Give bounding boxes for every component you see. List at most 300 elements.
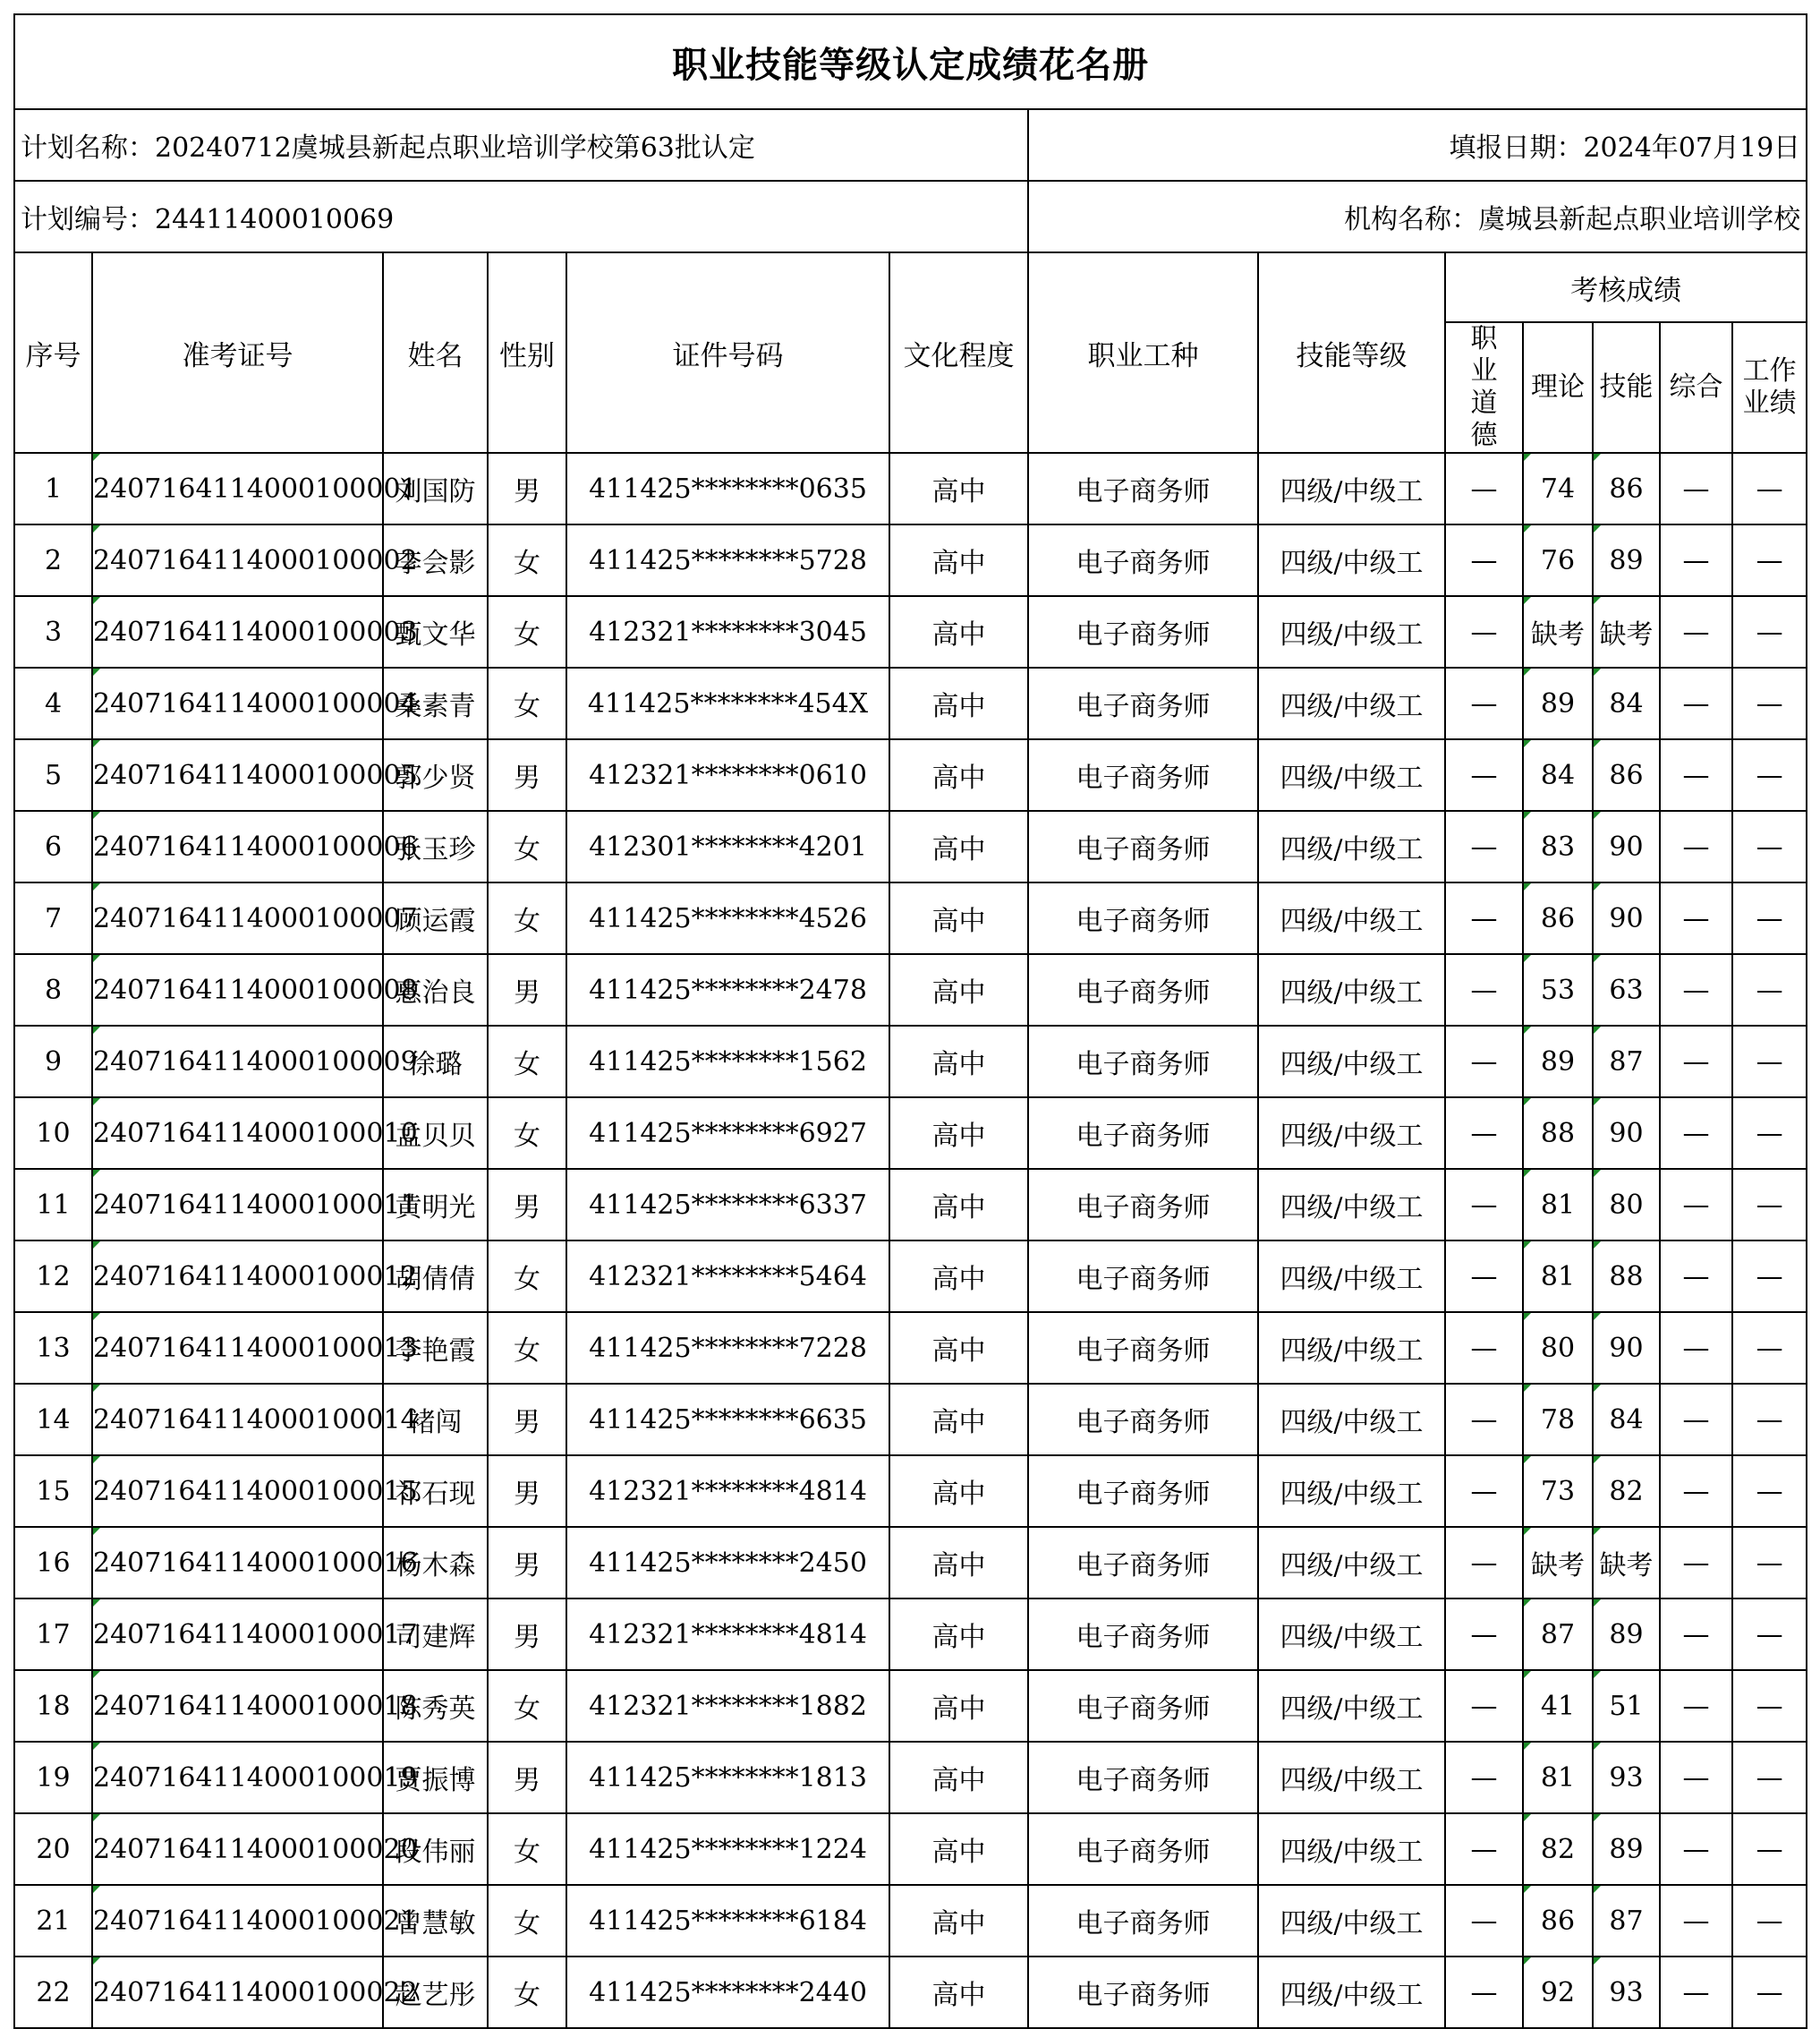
seq-cell: 15 [14, 1455, 92, 1527]
table-row [14, 1598, 1807, 1670]
table-row [14, 954, 1807, 1026]
col-header-name: 姓名 [383, 252, 488, 453]
comprehensive-cell: — [1660, 739, 1732, 811]
col-header-ticket: 准考证号 [92, 252, 383, 453]
ticket-cell: 2407164114000100014 [92, 1384, 383, 1455]
table-row [14, 739, 1807, 811]
id-number-cell: 411425********1224 [566, 1813, 889, 1885]
comprehensive-cell: — [1660, 882, 1732, 954]
occupation-cell: 电子商务师 [1028, 524, 1258, 596]
col-header-education: 文化程度 [889, 252, 1028, 453]
performance-cell: — [1732, 1957, 1807, 2028]
education-cell: 高中 [889, 1312, 1028, 1384]
col-header-gender: 性别 [488, 252, 566, 453]
level-cell: 四级/中级工 [1258, 1097, 1445, 1169]
table-row [14, 1957, 1807, 2028]
name-cell: 段伟丽 [383, 1813, 488, 1885]
seq-cell: 16 [14, 1527, 92, 1598]
ticket-cell: 2407164114000100019 [92, 1742, 383, 1813]
id-number-cell: 412321********4814 [566, 1598, 889, 1670]
theory-cell: 92 [1523, 1957, 1593, 2028]
id-number-cell: 411425********2478 [566, 954, 889, 1026]
level-cell: 四级/中级工 [1258, 1742, 1445, 1813]
roster-table [13, 13, 1807, 2029]
seq-cell: 19 [14, 1742, 92, 1813]
fill-date: 填报日期：2024年07月19日 [1028, 109, 1807, 181]
ticket-cell: 2407164114000100003 [92, 596, 383, 668]
performance-cell: — [1732, 1742, 1807, 1813]
ticket-cell: 2407164114000100015 [92, 1455, 383, 1527]
occupation-cell: 电子商务师 [1028, 1742, 1258, 1813]
ticket-cell: 2407164114000100011 [92, 1169, 383, 1240]
id-number-cell: 411425********1562 [566, 1026, 889, 1097]
gender-cell: 女 [488, 1240, 566, 1312]
skill-cell: 90 [1593, 1097, 1660, 1169]
education-cell: 高中 [889, 1813, 1028, 1885]
skill-cell: 93 [1593, 1957, 1660, 2028]
comprehensive-cell: — [1660, 524, 1732, 596]
id-number-cell: 411425********6635 [566, 1384, 889, 1455]
occupation-cell: 电子商务师 [1028, 1885, 1258, 1957]
theory-cell: 83 [1523, 811, 1593, 882]
theory-cell: 89 [1523, 1026, 1593, 1097]
col-header-performance: 工作业绩 [1732, 322, 1807, 453]
table-row [14, 1885, 1807, 1957]
gender-cell: 女 [488, 668, 566, 739]
skill-cell: 84 [1593, 1384, 1660, 1455]
performance-cell: — [1732, 1384, 1807, 1455]
occupation-cell: 电子商务师 [1028, 739, 1258, 811]
seq-cell: 18 [14, 1670, 92, 1742]
performance-cell: — [1732, 1813, 1807, 1885]
gender-cell: 男 [488, 739, 566, 811]
performance-cell: — [1732, 954, 1807, 1026]
table-row [14, 1527, 1807, 1598]
gender-cell: 女 [488, 1813, 566, 1885]
ticket-cell: 2407164114000100009 [92, 1026, 383, 1097]
education-cell: 高中 [889, 1670, 1028, 1742]
table-row [14, 453, 1807, 524]
seq-cell: 10 [14, 1097, 92, 1169]
gender-cell: 女 [488, 1670, 566, 1742]
performance-cell: — [1732, 1598, 1807, 1670]
table-row [14, 1312, 1807, 1384]
id-number-cell: 411425********4526 [566, 882, 889, 954]
level-cell: 四级/中级工 [1258, 1598, 1445, 1670]
seq-cell: 11 [14, 1169, 92, 1240]
name-cell: 桑素青 [383, 668, 488, 739]
performance-cell: — [1732, 1169, 1807, 1240]
theory-cell: 84 [1523, 739, 1593, 811]
theory-cell: 76 [1523, 524, 1593, 596]
name-cell: 黄明光 [383, 1169, 488, 1240]
level-cell: 四级/中级工 [1258, 811, 1445, 882]
occupation-cell: 电子商务师 [1028, 811, 1258, 882]
col-header-level: 技能等级 [1258, 252, 1445, 453]
level-cell: 四级/中级工 [1258, 1885, 1445, 1957]
roster-rows [14, 453, 1807, 2028]
performance-cell: — [1732, 1240, 1807, 1312]
skill-cell: 缺考 [1593, 1527, 1660, 1598]
comprehensive-cell: — [1660, 954, 1732, 1026]
ethics-cell: — [1445, 811, 1523, 882]
seq-cell: 22 [14, 1957, 92, 2028]
id-number-cell: 411425********6337 [566, 1169, 889, 1240]
ticket-cell: 2407164114000100010 [92, 1097, 383, 1169]
education-cell: 高中 [889, 1026, 1028, 1097]
name-cell: 孟贝贝 [383, 1097, 488, 1169]
occupation-cell: 电子商务师 [1028, 453, 1258, 524]
comprehensive-cell: — [1660, 453, 1732, 524]
table-row [14, 1026, 1807, 1097]
skill-cell: 82 [1593, 1455, 1660, 1527]
id-number-cell: 411425********2450 [566, 1527, 889, 1598]
gender-cell: 男 [488, 1598, 566, 1670]
col-header-seq: 序号 [14, 252, 92, 453]
theory-cell: 80 [1523, 1312, 1593, 1384]
ethics-cell: — [1445, 1169, 1523, 1240]
seq-cell: 13 [14, 1312, 92, 1384]
seq-cell: 12 [14, 1240, 92, 1312]
comprehensive-cell: — [1660, 1598, 1732, 1670]
level-cell: 四级/中级工 [1258, 1670, 1445, 1742]
seq-cell: 9 [14, 1026, 92, 1097]
comprehensive-cell: — [1660, 1097, 1732, 1169]
ethics-cell: — [1445, 1598, 1523, 1670]
col-header-comprehensive: 综合 [1660, 322, 1732, 453]
name-cell: 张玉珍 [383, 811, 488, 882]
comprehensive-cell: — [1660, 1169, 1732, 1240]
skill-cell: 89 [1593, 1813, 1660, 1885]
education-cell: 高中 [889, 1957, 1028, 2028]
performance-cell: — [1732, 1312, 1807, 1384]
ticket-cell: 2407164114000100002 [92, 524, 383, 596]
roster-sheet [13, 13, 1806, 2029]
occupation-cell: 电子商务师 [1028, 596, 1258, 668]
comprehensive-cell: — [1660, 1240, 1732, 1312]
theory-cell: 89 [1523, 668, 1593, 739]
name-cell: 李艳霞 [383, 1312, 488, 1384]
gender-cell: 男 [488, 1742, 566, 1813]
level-cell: 四级/中级工 [1258, 596, 1445, 668]
comprehensive-cell: — [1660, 1813, 1732, 1885]
col-header-occupation: 职业工种 [1028, 252, 1258, 453]
seq-cell: 7 [14, 882, 92, 954]
performance-cell: — [1732, 811, 1807, 882]
ethics-cell: — [1445, 1384, 1523, 1455]
col-header-id-number: 证件号码 [566, 252, 889, 453]
level-cell: 四级/中级工 [1258, 524, 1445, 596]
education-cell: 高中 [889, 811, 1028, 882]
occupation-cell: 电子商务师 [1028, 668, 1258, 739]
level-cell: 四级/中级工 [1258, 453, 1445, 524]
occupation-cell: 电子商务师 [1028, 1026, 1258, 1097]
id-number-cell: 411425********7228 [566, 1312, 889, 1384]
ethics-cell: — [1445, 1455, 1523, 1527]
ticket-cell: 2407164114000100004 [92, 668, 383, 739]
level-cell: 四级/中级工 [1258, 1384, 1445, 1455]
id-number-cell: 411425********2440 [566, 1957, 889, 2028]
gender-cell: 女 [488, 524, 566, 596]
comprehensive-cell: — [1660, 1384, 1732, 1455]
name-cell: 郭少贤 [383, 739, 488, 811]
theory-cell: 81 [1523, 1742, 1593, 1813]
ethics-cell: — [1445, 596, 1523, 668]
ticket-cell: 2407164114000100016 [92, 1527, 383, 1598]
col-header-skill: 技能 [1593, 322, 1660, 453]
performance-cell: — [1732, 524, 1807, 596]
performance-cell: — [1732, 1097, 1807, 1169]
skill-cell: 86 [1593, 453, 1660, 524]
gender-cell: 女 [488, 882, 566, 954]
theory-cell: 53 [1523, 954, 1593, 1026]
skill-cell: 84 [1593, 668, 1660, 739]
comprehensive-cell: — [1660, 1957, 1732, 2028]
ethics-cell: — [1445, 1885, 1523, 1957]
gender-cell: 女 [488, 1885, 566, 1957]
id-number-cell: 412321********3045 [566, 596, 889, 668]
occupation-cell: 电子商务师 [1028, 1670, 1258, 1742]
theory-cell: 81 [1523, 1169, 1593, 1240]
performance-cell: — [1732, 1527, 1807, 1598]
performance-cell: — [1732, 1026, 1807, 1097]
table-row [14, 1742, 1807, 1813]
level-cell: 四级/中级工 [1258, 954, 1445, 1026]
ticket-cell: 2407164114000100005 [92, 739, 383, 811]
ethics-cell: — [1445, 1957, 1523, 2028]
id-number-cell: 412321********1882 [566, 1670, 889, 1742]
col-header-theory: 理论 [1523, 322, 1593, 453]
name-cell: 褚闯 [383, 1384, 488, 1455]
education-cell: 高中 [889, 882, 1028, 954]
occupation-cell: 电子商务师 [1028, 1598, 1258, 1670]
skill-cell: 87 [1593, 1885, 1660, 1957]
name-cell: 杨木森 [383, 1527, 488, 1598]
skill-cell: 51 [1593, 1670, 1660, 1742]
level-cell: 四级/中级工 [1258, 1957, 1445, 2028]
gender-cell: 男 [488, 453, 566, 524]
level-cell: 四级/中级工 [1258, 1455, 1445, 1527]
occupation-cell: 电子商务师 [1028, 1384, 1258, 1455]
theory-cell: 86 [1523, 882, 1593, 954]
education-cell: 高中 [889, 596, 1028, 668]
level-cell: 四级/中级工 [1258, 1312, 1445, 1384]
theory-cell: 缺考 [1523, 1527, 1593, 1598]
table-row [14, 1384, 1807, 1455]
occupation-cell: 电子商务师 [1028, 882, 1258, 954]
id-number-cell: 411425********6184 [566, 1885, 889, 1957]
ticket-cell: 2407164114000100012 [92, 1240, 383, 1312]
ethics-cell: — [1445, 1240, 1523, 1312]
name-cell: 胡倩倩 [383, 1240, 488, 1312]
name-cell: 陈秀英 [383, 1670, 488, 1742]
table-row [14, 882, 1807, 954]
gender-cell: 男 [488, 1527, 566, 1598]
education-cell: 高中 [889, 1455, 1028, 1527]
table-row [14, 1670, 1807, 1742]
gender-cell: 男 [488, 1384, 566, 1455]
comprehensive-cell: — [1660, 1670, 1732, 1742]
education-cell: 高中 [889, 1169, 1028, 1240]
skill-cell: 93 [1593, 1742, 1660, 1813]
seq-cell: 3 [14, 596, 92, 668]
performance-cell: — [1732, 453, 1807, 524]
ethics-cell: — [1445, 453, 1523, 524]
gender-cell: 女 [488, 811, 566, 882]
level-cell: 四级/中级工 [1258, 1026, 1445, 1097]
skill-cell: 90 [1593, 811, 1660, 882]
level-cell: 四级/中级工 [1258, 1813, 1445, 1885]
education-cell: 高中 [889, 1742, 1028, 1813]
ethics-cell: — [1445, 668, 1523, 739]
theory-cell: 86 [1523, 1885, 1593, 1957]
seq-cell: 21 [14, 1885, 92, 1957]
skill-cell: 89 [1593, 524, 1660, 596]
name-cell: 祁石现 [383, 1455, 488, 1527]
performance-cell: — [1732, 1885, 1807, 1957]
ethics-cell: — [1445, 1026, 1523, 1097]
skill-cell: 87 [1593, 1026, 1660, 1097]
occupation-cell: 电子商务师 [1028, 1097, 1258, 1169]
col-header-ethics: 职业道德 [1445, 322, 1523, 453]
gender-cell: 女 [488, 1957, 566, 2028]
ethics-cell: — [1445, 739, 1523, 811]
name-cell: 惠治良 [383, 954, 488, 1026]
level-cell: 四级/中级工 [1258, 1169, 1445, 1240]
skill-cell: 缺考 [1593, 596, 1660, 668]
theory-cell: 87 [1523, 1598, 1593, 1670]
seq-cell: 20 [14, 1813, 92, 1885]
occupation-cell: 电子商务师 [1028, 1813, 1258, 1885]
plan-name: 计划名称：20240712虞城县新起点职业培训学校第63批认定 [14, 109, 1028, 181]
ticket-cell: 2407164114000100021 [92, 1885, 383, 1957]
gender-cell: 男 [488, 954, 566, 1026]
occupation-cell: 电子商务师 [1028, 1957, 1258, 2028]
occupation-cell: 电子商务师 [1028, 1527, 1258, 1598]
ticket-cell: 2407164114000100006 [92, 811, 383, 882]
performance-cell: — [1732, 739, 1807, 811]
comprehensive-cell: — [1660, 1742, 1732, 1813]
name-cell: 曾慧敏 [383, 1885, 488, 1957]
ethics-cell: — [1445, 1670, 1523, 1742]
id-number-cell: 411425********5728 [566, 524, 889, 596]
ethics-cell: — [1445, 954, 1523, 1026]
theory-cell: 41 [1523, 1670, 1593, 1742]
name-cell: 司建辉 [383, 1598, 488, 1670]
gender-cell: 女 [488, 1097, 566, 1169]
occupation-cell: 电子商务师 [1028, 1169, 1258, 1240]
id-number-cell: 411425********0635 [566, 453, 889, 524]
comprehensive-cell: — [1660, 668, 1732, 739]
performance-cell: — [1732, 596, 1807, 668]
name-cell: 刘国防 [383, 453, 488, 524]
performance-cell: — [1732, 1670, 1807, 1742]
table-row [14, 1240, 1807, 1312]
id-number-cell: 412321********5464 [566, 1240, 889, 1312]
ethics-cell: — [1445, 1742, 1523, 1813]
skill-cell: 90 [1593, 882, 1660, 954]
performance-cell: — [1732, 1455, 1807, 1527]
id-number-cell: 411425********454X [566, 668, 889, 739]
table-row [14, 1813, 1807, 1885]
occupation-cell: 电子商务师 [1028, 954, 1258, 1026]
seq-cell: 2 [14, 524, 92, 596]
seq-cell: 4 [14, 668, 92, 739]
name-cell: 徐璐 [383, 1026, 488, 1097]
ticket-cell: 2407164114000100008 [92, 954, 383, 1026]
comprehensive-cell: — [1660, 811, 1732, 882]
page-title: 职业技能等级认定成绩花名册 [14, 14, 1807, 109]
seq-cell: 6 [14, 811, 92, 882]
education-cell: 高中 [889, 1097, 1028, 1169]
seq-cell: 17 [14, 1598, 92, 1670]
ticket-cell: 2407164114000100007 [92, 882, 383, 954]
seq-cell: 5 [14, 739, 92, 811]
comprehensive-cell: — [1660, 1026, 1732, 1097]
education-cell: 高中 [889, 1384, 1028, 1455]
ethics-cell: — [1445, 1312, 1523, 1384]
skill-cell: 80 [1593, 1169, 1660, 1240]
ticket-cell: 2407164114000100018 [92, 1670, 383, 1742]
name-cell: 李会影 [383, 524, 488, 596]
ethics-cell: — [1445, 1813, 1523, 1885]
theory-cell: 缺考 [1523, 596, 1593, 668]
education-cell: 高中 [889, 524, 1028, 596]
occupation-cell: 电子商务师 [1028, 1312, 1258, 1384]
performance-cell: — [1732, 668, 1807, 739]
table-row [14, 596, 1807, 668]
theory-cell: 88 [1523, 1097, 1593, 1169]
skill-cell: 90 [1593, 1312, 1660, 1384]
level-cell: 四级/中级工 [1258, 882, 1445, 954]
skill-cell: 89 [1593, 1598, 1660, 1670]
table-row [14, 1455, 1807, 1527]
ticket-cell: 2407164114000100020 [92, 1813, 383, 1885]
ticket-cell: 2407164114000100022 [92, 1957, 383, 2028]
ethics-cell: — [1445, 1527, 1523, 1598]
ticket-cell: 2407164114000100001 [92, 453, 383, 524]
ethics-cell: — [1445, 1097, 1523, 1169]
education-cell: 高中 [889, 954, 1028, 1026]
gender-cell: 女 [488, 1312, 566, 1384]
performance-cell: — [1732, 882, 1807, 954]
occupation-cell: 电子商务师 [1028, 1240, 1258, 1312]
ethics-cell: — [1445, 882, 1523, 954]
org-name: 机构名称：虞城县新起点职业培训学校 [1028, 181, 1807, 252]
col-header-scores: 考核成绩 [1445, 252, 1807, 322]
name-cell: 赵艺彤 [383, 1957, 488, 2028]
theory-cell: 81 [1523, 1240, 1593, 1312]
theory-cell: 73 [1523, 1455, 1593, 1527]
comprehensive-cell: — [1660, 1455, 1732, 1527]
comprehensive-cell: — [1660, 1527, 1732, 1598]
level-cell: 四级/中级工 [1258, 1527, 1445, 1598]
plan-number: 计划编号：24411400010069 [14, 181, 1028, 252]
table-row [14, 668, 1807, 739]
education-cell: 高中 [889, 1240, 1028, 1312]
gender-cell: 女 [488, 1026, 566, 1097]
table-row [14, 1169, 1807, 1240]
gender-cell: 男 [488, 1455, 566, 1527]
education-cell: 高中 [889, 668, 1028, 739]
education-cell: 高中 [889, 1527, 1028, 1598]
level-cell: 四级/中级工 [1258, 668, 1445, 739]
id-number-cell: 412301********4201 [566, 811, 889, 882]
ticket-cell: 2407164114000100017 [92, 1598, 383, 1670]
education-cell: 高中 [889, 1885, 1028, 1957]
comprehensive-cell: — [1660, 596, 1732, 668]
occupation-cell: 电子商务师 [1028, 1455, 1258, 1527]
